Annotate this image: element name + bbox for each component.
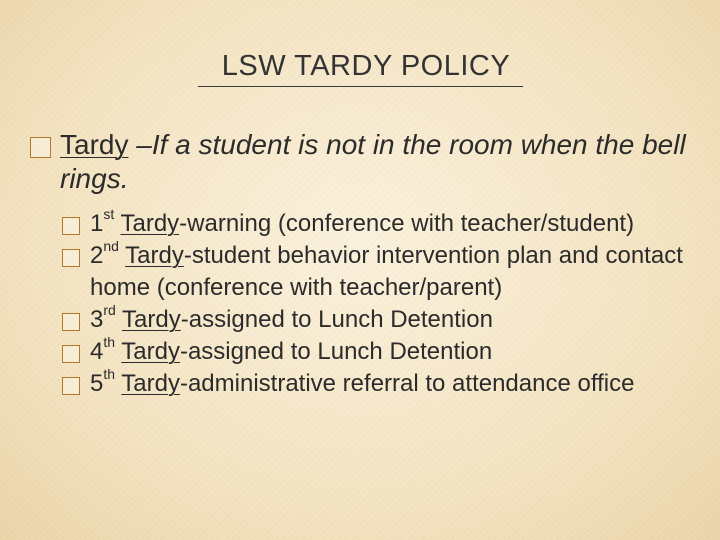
item-term: Tardy xyxy=(120,210,180,237)
tardy-steps-list xyxy=(62,208,702,400)
main-bullet-text xyxy=(60,128,700,196)
main-bullet xyxy=(30,128,700,196)
main-bullet-definition: –If a student is not in the room when the bell rings. xyxy=(60,129,686,194)
item-text: -student behavior intervention plan and contact home (conference with teacher/parent) xyxy=(90,242,683,301)
ordinal-suffix: th xyxy=(103,334,116,350)
list-item xyxy=(62,208,702,240)
bullet-box-icon xyxy=(62,345,80,363)
ordinal-number: 3 xyxy=(90,306,104,333)
ordinal-suffix: st xyxy=(103,206,115,222)
list-item xyxy=(62,240,702,304)
item-term: Tardy xyxy=(121,370,180,397)
list-item xyxy=(62,336,702,368)
item-term: Tardy xyxy=(122,306,181,333)
bullet-box-icon xyxy=(62,377,80,395)
title-underline xyxy=(198,86,523,87)
list-item xyxy=(62,368,702,400)
item-text: -administrative referral to attendance office xyxy=(179,370,635,397)
item-term: Tardy xyxy=(125,242,184,269)
ordinal-number: 5 xyxy=(90,370,104,397)
slide-title-text: LSW TARDY POLICY xyxy=(221,50,511,82)
item-text: -warning (conference with teacher/student) xyxy=(179,210,635,237)
ordinal-suffix: rd xyxy=(103,302,116,318)
ordinal-suffix: th xyxy=(103,366,116,382)
bullet-box-icon xyxy=(62,217,80,235)
item-text: -assigned to Lunch Detention xyxy=(179,338,493,365)
ordinal-number: 4 xyxy=(90,338,104,365)
ordinal-number: 1 xyxy=(90,210,104,237)
list-item xyxy=(62,304,702,336)
slide-title xyxy=(0,50,720,83)
item-text: -assigned to Lunch Detention xyxy=(180,306,493,333)
bullet-box-icon xyxy=(30,137,51,158)
bullet-box-icon xyxy=(62,313,80,331)
main-bullet-term: Tardy xyxy=(60,129,129,160)
item-term: Tardy xyxy=(121,338,180,365)
ordinal-number: 2 xyxy=(90,242,104,269)
ordinal-suffix: nd xyxy=(103,238,119,254)
bullet-box-icon xyxy=(62,249,80,267)
